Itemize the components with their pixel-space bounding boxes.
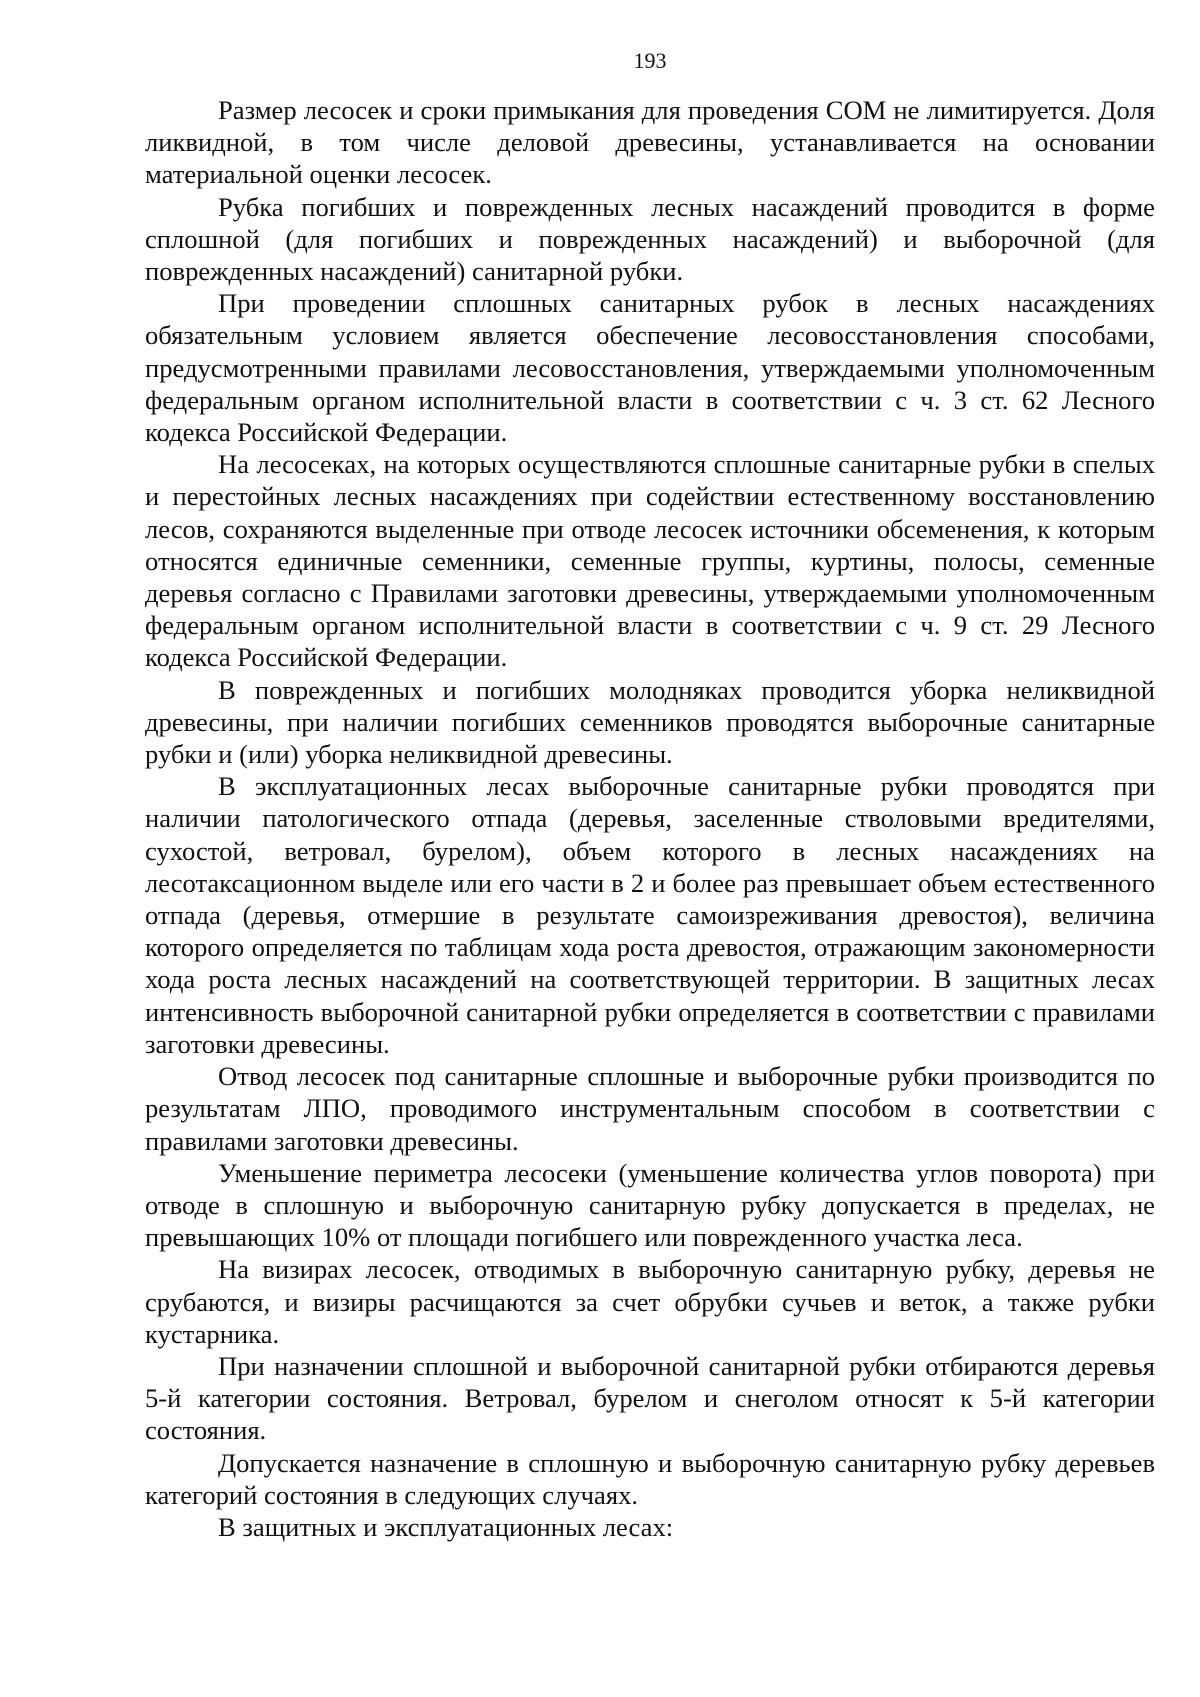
paragraph-5: В поврежденных и погибших молодняках проводится уборка неликвидной древесины, при наличии погибших семенников проводятся выборочные санитарные рубки и (или) уборка неликвидной древесины.	[145, 674, 1155, 770]
page-number: 193	[633, 48, 667, 73]
paragraph-3: При проведении сплошных санитарных рубок в лесных насаждениях обязательным условием является обеспечение лесовосстановления способами, предусмотренными правилами лесовосстановления, утверждаемыми уполномоченным федеральным органом исполнительной власти в соответствии с ч. 3 ст. 62 Лесного кодекса Российской Федерации.	[145, 288, 1155, 448]
paragraph-1: Размер лесосек и сроки примыкания для проведения СОМ не лимитируется. Доля ликвидной, в том числе деловой древесины, устанавливается на основании материальной оценки лесосек.	[145, 95, 1155, 190]
paragraph-7: Отвод лесосек под санитарные сплошные и выборочные рубки производится по результатам ЛПО, проводимого инструментальным способом в соответствии с правилами заготовки древесины.	[145, 1061, 1155, 1156]
paragraph-9: На визирах лесосек, отводимых в выборочную санитарную рубку, деревья не срубаются, и визиры расчищаются за счет обрубки сучьев и веток, а также рубки кустарника.	[145, 1254, 1155, 1349]
paragraph-12: В защитных и эксплуатационных лесах:	[218, 1511, 674, 1542]
paragraph-8: Уменьшение периметра лесосеки (уменьшение количества углов поворота) при отводе в сплошную и выборочную санитарную рубку допускается в пределах, не превышающих 10% от площади погибшего или поврежденного участка леса.	[145, 1157, 1155, 1253]
paragraph-10: При назначении сплошной и выборочной санитарной рубки отбираются деревья 5-й категории состояния. Ветровал, бурелом и снеголом относят к 5-й категории состояния.	[145, 1350, 1155, 1446]
paragraph-2: Рубка погибших и поврежденных лесных насаждений проводится в форме сплошной (для погибших и поврежденных насаждений) и выборочной (для поврежденных насаждений) санитарной рубки.	[145, 191, 1155, 287]
paragraph-4: На лесосеках, на которых осуществляются сплошные санитарные рубки в спелых и перестойных лесных насаждениях при содействии естественному восстановлению лесов, сохраняются выделенные при отводе лесосек источники обсеменения, к которым относятся единичные семенники, семенные группы, куртины, полосы, семенные деревья согласно с Правилами заготовки древесины, утверждаемыми уполномоченным федеральным органом исполнительной власти в соответствии с ч. 9 ст. 29 Лесного кодекса Российской Федерации.	[145, 449, 1155, 673]
paragraph-11: Допускается назначение в сплошную и выборочную санитарную рубку деревьев категорий состояния в следующих случаях.	[145, 1447, 1155, 1510]
paragraph-6: В эксплуатационных лесах выборочные санитарные рубки проводятся при наличии патологического отпада (деревья, заселенные стволовыми вредителями, сухостой, ветровал, бурелом), объем которого в лесных насаждениях на лесотаксационном выделе или его части в 2 и более раз превышает объем естественного отпада (деревья, отмершие в результате самоизреживания древостоя), величина которого определяется по таблицам хода роста древостоя, отражающим закономерности хода роста лесных насаждений на соответствующей территории. В защитных лесах интенсивность выборочной санитарной рубки определяется в соответствии с правилами заготовки древесины.	[145, 771, 1155, 1059]
document-page	[145, 46, 1155, 1543]
